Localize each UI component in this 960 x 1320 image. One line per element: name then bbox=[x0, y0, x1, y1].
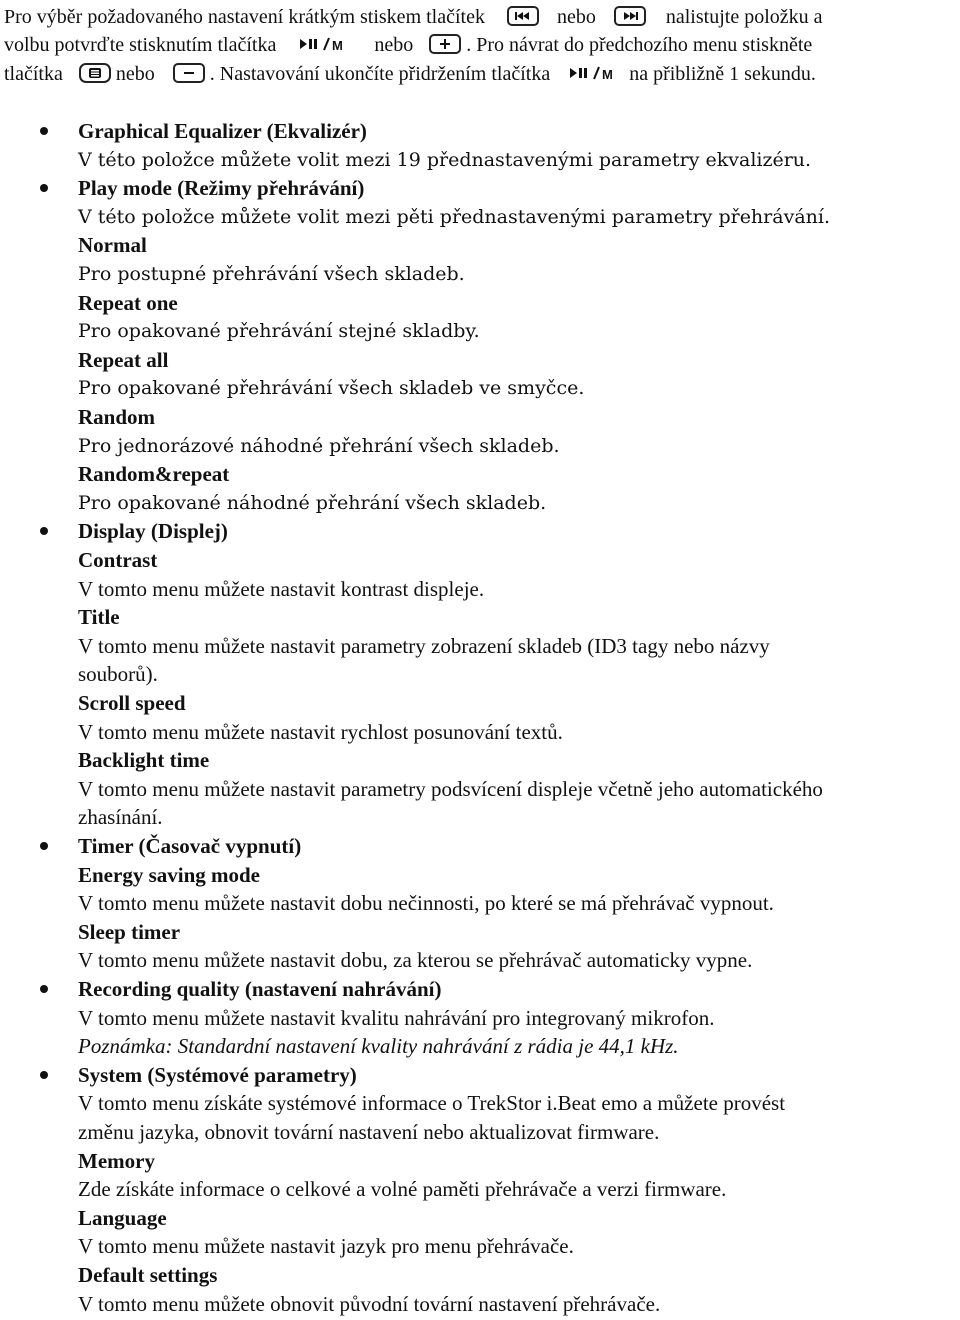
description: V této položce můžete volit mezi pěti přednastavenými parametry přehrávání. bbox=[78, 206, 830, 228]
section-heading: Graphical Equalizer (Ekvalizér) bbox=[78, 119, 367, 143]
bullet-icon bbox=[40, 127, 48, 135]
description: V tomto menu můžete nastavit parametry zobrazení skladeb (ID3 tagy nebo názvy bbox=[78, 634, 770, 658]
description: souborů). bbox=[78, 662, 158, 686]
note: Poznámka: Standardní nastavení kvality nahrávání z rádia je 44,1 kHz. bbox=[78, 1034, 679, 1058]
subheading: Title bbox=[78, 605, 120, 629]
next-track-icon bbox=[614, 6, 646, 26]
section-heading: Timer (Časovač vypnutí) bbox=[78, 834, 302, 858]
bullet-icon bbox=[40, 184, 48, 192]
description: V tomto menu získáte systémové informace o TrekStor i.Beat emo a můžete provést bbox=[78, 1091, 786, 1115]
bullet-icon bbox=[40, 1071, 48, 1079]
bullet-icon bbox=[40, 842, 48, 850]
intro-line-2 bbox=[4, 31, 812, 59]
bullet-icon bbox=[40, 527, 48, 535]
intro-text: nebo bbox=[374, 34, 414, 56]
subheading: Sleep timer bbox=[78, 920, 181, 944]
intro-line-3 bbox=[4, 60, 816, 88]
description: V tomto menu můžete obnovit původní tovární nastavení přehrávače. bbox=[78, 1292, 661, 1316]
intro-line-1 bbox=[4, 3, 823, 31]
description: Pro opakované přehrávání stejné skladby. bbox=[78, 320, 480, 342]
description: V tomto menu můžete nastavit dobu nečinnosti, po které se má přehrávač vypnout. bbox=[78, 891, 774, 915]
intro-text: volbu potvrďte stisknutím tlačítka bbox=[4, 34, 277, 56]
prev-track-icon bbox=[507, 6, 539, 26]
plus-icon bbox=[429, 34, 461, 54]
subheading: Language bbox=[78, 1206, 167, 1230]
section-heading: Play mode (Režimy přehrávání) bbox=[78, 176, 365, 200]
section-heading: Recording quality (nastavení nahrávání) bbox=[78, 977, 442, 1001]
description: Pro opakované náhodné přehrání všech skladeb. bbox=[78, 492, 547, 514]
play-pause-menu-icon bbox=[298, 35, 354, 53]
description: Zde získáte informace o celkové a volné paměti přehrávače a verzi firmware. bbox=[78, 1177, 727, 1201]
minus-icon bbox=[173, 63, 205, 83]
intro-text: Pro výběr požadovaného nastavení krátkým stiskem tlačítek bbox=[4, 6, 485, 28]
svg-text:M: M bbox=[332, 38, 344, 54]
description: V tomto menu můžete nastavit kvalitu nahrávání pro integrovaný mikrofon. bbox=[78, 1006, 715, 1030]
subheading: Energy saving mode bbox=[78, 863, 261, 887]
subheading: Backlight time bbox=[78, 748, 210, 772]
description: V tomto menu můžete nastavit jazyk pro menu přehrávače. bbox=[78, 1234, 574, 1258]
intro-text: nebo bbox=[115, 63, 155, 85]
section-heading: Display (Displej) bbox=[78, 519, 228, 543]
intro-text: nebo bbox=[556, 6, 596, 28]
intro-text: tlačítka bbox=[4, 63, 63, 85]
intro-text: na přibližně 1 sekundu. bbox=[629, 63, 816, 85]
subheading: Random bbox=[78, 405, 156, 429]
description: V tomto menu můžete nastavit rychlost posunování textů. bbox=[78, 720, 563, 744]
subheading: Repeat one bbox=[78, 291, 178, 315]
intro-text: nalistujte položku a bbox=[665, 6, 823, 28]
subheading: Random&repeat bbox=[78, 462, 230, 486]
description: Pro jednorázové náhodné přehrání všech skladeb. bbox=[78, 435, 560, 457]
subheading: Contrast bbox=[78, 548, 158, 572]
svg-text:M: M bbox=[602, 67, 614, 83]
subheading: Memory bbox=[78, 1149, 155, 1173]
description: V tomto menu můžete nastavit parametry podsvícení displeje včetně jeho automatického bbox=[78, 777, 823, 801]
bullet-icon bbox=[40, 985, 48, 993]
intro-text: . Pro návrat do předchozího menu stiskněte bbox=[466, 34, 813, 56]
description: V tomto menu můžete nastavit kontrast displeje. bbox=[78, 577, 485, 601]
menu-icon bbox=[79, 63, 111, 83]
description: V tomto menu můžete nastavit dobu, za kterou se přehrávač automaticky vypne. bbox=[78, 948, 753, 972]
subheading: Scroll speed bbox=[78, 691, 186, 715]
description: změnu jazyka, obnovit tovární nastavení nebo aktualizovat firmware. bbox=[78, 1120, 660, 1144]
subheading: Default settings bbox=[78, 1263, 218, 1287]
subheading: Repeat all bbox=[78, 348, 169, 372]
description: Pro opakované přehrávání všech skladeb ve smyčce. bbox=[78, 377, 585, 399]
section-heading: System (Systémové parametry) bbox=[78, 1063, 357, 1087]
description: V této položce můžete volit mezi 19 přednastavenými parametry ekvalizéru. bbox=[78, 149, 812, 171]
play-pause-menu-icon bbox=[568, 64, 624, 82]
subheading: Normal bbox=[78, 233, 147, 257]
intro-text: . Nastavování ukončíte přidržením tlačítka bbox=[209, 63, 551, 85]
description: Pro postupné přehrávání všech skladeb. bbox=[78, 263, 465, 285]
description: zhasínání. bbox=[78, 805, 163, 829]
